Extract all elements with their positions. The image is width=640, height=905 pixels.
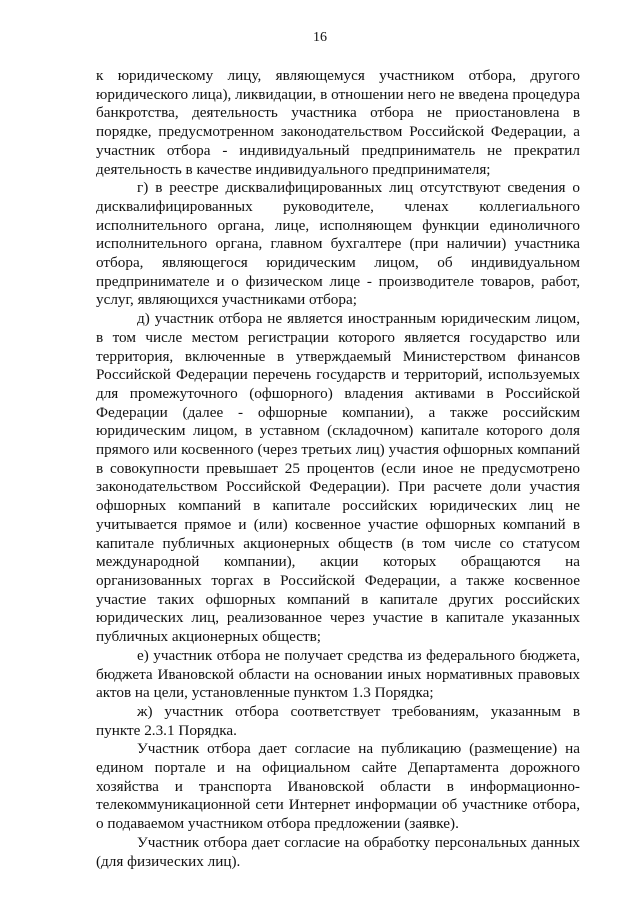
paragraph-item-g: г) в реестре дисквалифицированных лиц отсутствуют сведения о дисквалифицированных руководителе, членах коллегиального исполнительного органа, лице, исполняющем функции единоличного исполнительного органа, главном бухгалтере (при наличии) участника отбора, являющегося юридическим лицом, об индивидуальном предпринимателе и о физическом лице - производителе товаров, работ, услуг, являющихся участниками отбора; [96,179,580,309]
paragraph-personal-data-consent: Участник отбора дает согласие на обработку персональных данных (для физических лиц). [96,833,580,870]
paragraph-item-e: е) участник отбора не получает средства из федерального бюджета, бюджета Ивановской области на основании иных нормативных правовых актов на цели, установленные пунктом 1.3 Порядка; [96,646,580,702]
paragraph-item-d: д) участник отбора не является иностранным юридическим лицом, в том числе местом регистрации которого является государство или территория, включенные в утверждаемый Министерством финансов Российской Федерации перечень государств и территорий, используемых для промежуточного (офшорного) владения активами в Российской Федерации (далее - офшорные компании), а также российским юридическим лицом, в уставном (складочном) капитале которого доля прямого или косвенного (через третьих лиц) участия офшорных компаний в совокупности превышает 25 процентов (если иное не предусмотрено законодательством Российской Федерации). При расчете доли участия офшорных компаний в капитале российских юридических лиц не учитывается прямое и (или) косвенное участие офшорных компаний в капитале публичных акционерных обществ (в том числе со статусом международной компании), акции которых обращаются на организованных торгах в Российской Федерации, а также косвенное участие таких офшорных компаний в капитале других российских юридических лиц, реализованное через участие в капитале указанных публичных акционерных обществ; [96,310,580,646]
page-number: 16 [313,30,327,45]
paragraph-publication-consent: Участник отбора дает согласие на публикацию (размещение) на едином портале и на официальном сайте Департамента дорожного хозяйства и транспорта Ивановской области в информационно-телекоммуникационной сети Интернет информации об участнике отбора, о подаваемом участником отбора предложении (заявке). [96,740,580,833]
document-body [96,67,580,871]
paragraph-continuation: к юридическому лицу, являющемуся участником отбора, другого юридического лица), ликвидации, в отношении него не введена процедура банкротства, деятельность участника отбора не приостановлена в порядке, предусмотренном законодательством Российской Федерации, а участник отбора - индивидуальный предприниматель не прекратил деятельность в качестве индивидуального предпринимателя; [96,67,580,178]
paragraph-item-zh: ж) участник отбора соответствует требованиям, указанным в пункте 2.3.1 Порядка. [96,702,580,739]
